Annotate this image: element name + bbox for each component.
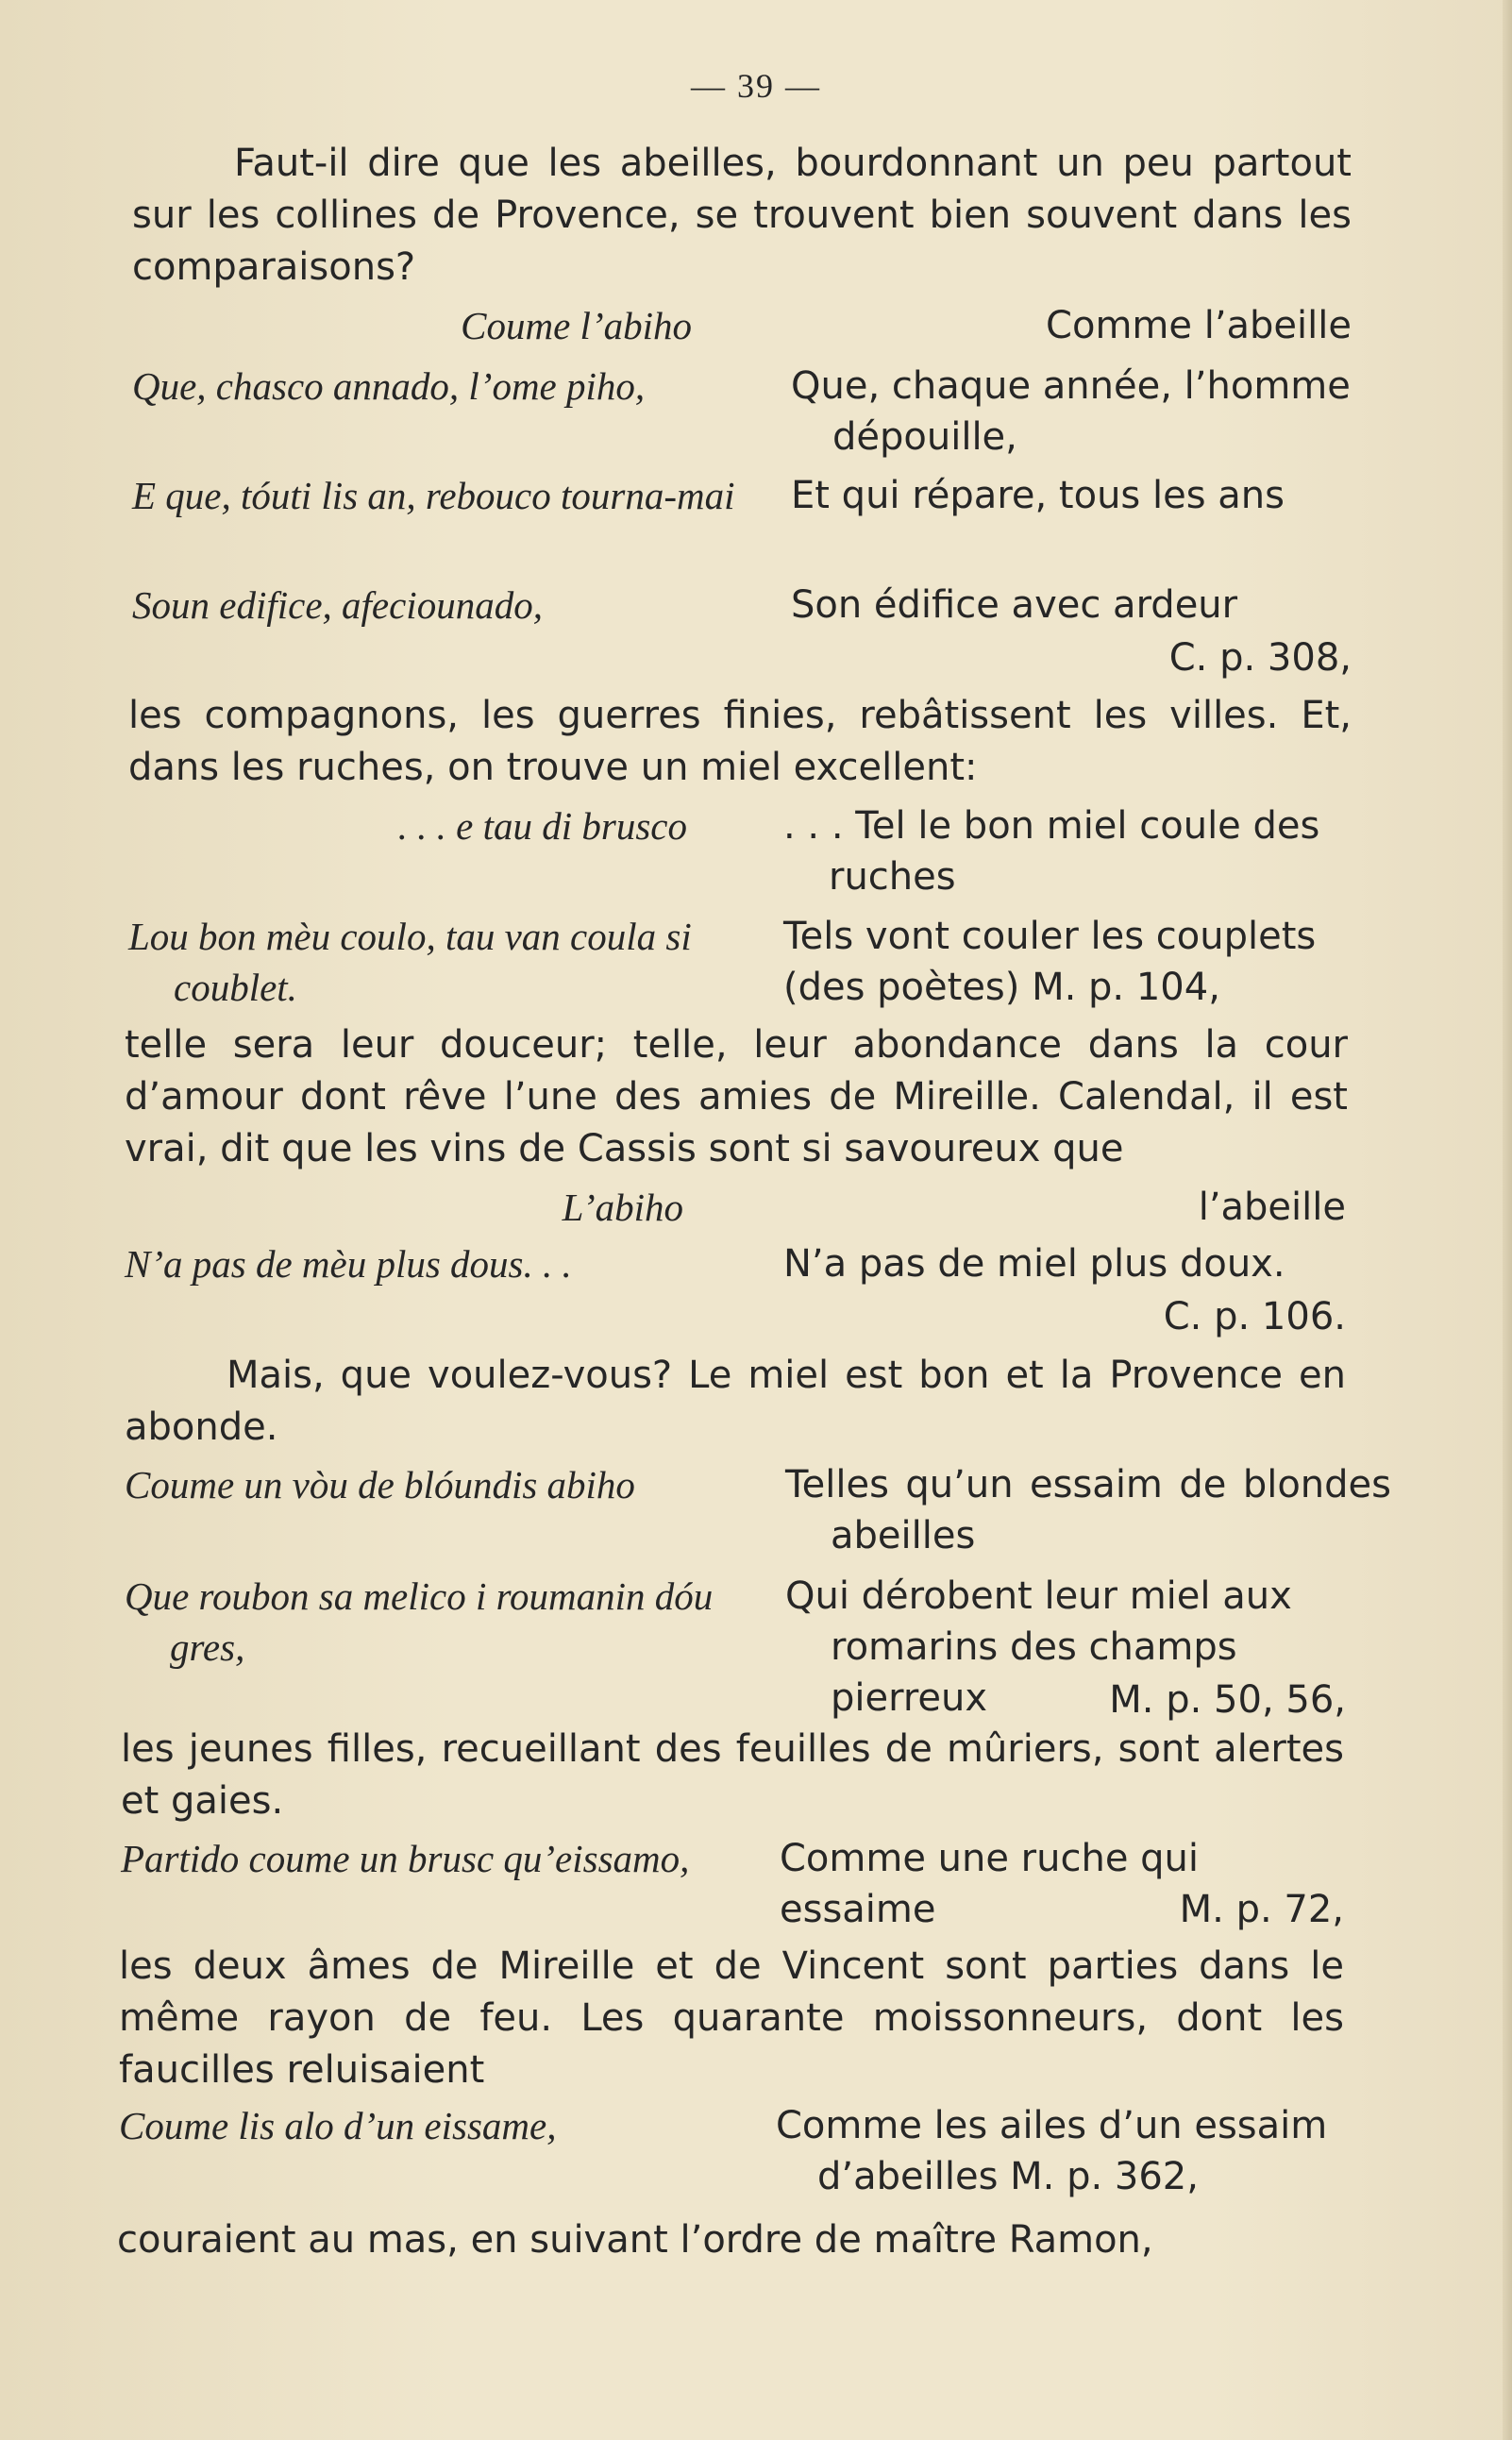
- citation: C. p. 106.: [1163, 1295, 1346, 1338]
- french-translation: Qui dérobent leur miel aux romarins des champs pierreux: [785, 1574, 1292, 1720]
- french-translation: N’a pas de miel plus doux.: [783, 1242, 1285, 1286]
- occitan-verse: E que, tóuti lis an, rebouco tourna-mai: [132, 474, 735, 517]
- french-translation: Et qui répare, tous les ans: [791, 474, 1285, 517]
- citation: M. p. 50, 56,: [1109, 1678, 1346, 1722]
- paragraph: couraient au mas, en suivant l’ordre de maître Ramon,: [117, 2218, 1153, 2262]
- paragraph: Faut-il dire que les abeilles, bourdonnant un peu partout sur les collines de Provence, se trouvent bien souvent dans les comparaisons?: [132, 142, 1352, 289]
- french-line-with-citation: [776, 2151, 1340, 2202]
- french-line: Comme les ailes d’un essaim: [776, 2104, 1328, 2147]
- occitan-verse: Lou bon mèu coulo, tau van coula si coublet.: [128, 915, 692, 1009]
- french-translation: [783, 911, 1348, 1013]
- occitan-verse: Coume lis alo d’un eissame,: [119, 2104, 557, 2147]
- french-line: d’abeilles: [817, 2155, 999, 2198]
- page-number: — 39 —: [691, 67, 821, 105]
- citation: M. p. 72,: [1179, 1888, 1344, 1931]
- french-translation: Telles qu’un essaim de blondes abeilles: [785, 1463, 1391, 1557]
- french-translation: . . . Tel le bon miel coule des ruches: [783, 804, 1320, 899]
- french-line: dépouille,: [832, 415, 1017, 459]
- occitan-verse: L’abiho: [562, 1186, 683, 1229]
- occitan-verse: Que, chasco annado, l’ome piho,: [132, 364, 646, 408]
- french-line-with-citation: [783, 962, 1348, 1013]
- occitan-verse: Coume l’abiho: [461, 304, 692, 347]
- french-line: Tels vont couler les couplets: [783, 915, 1317, 958]
- french-translation: Comme l’abeille: [1046, 304, 1352, 347]
- occitan-verse: Coume un vòu de blóundis abiho: [125, 1463, 635, 1506]
- citation: C. p. 308,: [1168, 636, 1352, 680]
- paragraph: telle sera leur douceur; telle, leur abondance dans la cour d’amour dont rêve l’une des amies de Mireille. Calendal, il est vrai, dit que les vins de Cassis sont si savoureux que: [125, 1023, 1348, 1170]
- occitan-verse: . . . e tau di brusco: [397, 804, 687, 848]
- occitan-verse: N’a pas de mèu plus dous. . .: [125, 1242, 572, 1286]
- french-translation: Son édifice avec ardeur: [791, 583, 1238, 627]
- occitan-verse: Soun edifice, afeciounado,: [132, 583, 543, 627]
- french-translation: l’abeille: [1198, 1186, 1346, 1229]
- page-edge: [1503, 0, 1512, 2440]
- paragraph: les compagnons, les guerres finies, rebâtissent les villes. Et, dans les ruches, on trouve un miel excellent:: [128, 694, 1352, 789]
- french-translation: [776, 2100, 1340, 2202]
- french-translation: [791, 361, 1357, 463]
- citation: M. p. 362,: [1010, 2155, 1199, 2198]
- french-line: Que, chaque année, l’homme: [791, 364, 1351, 408]
- paragraph: les deux âmes de Mireille et de Vincent sont parties dans le même rayon de feu. Les quarante moissonneurs, dont les faucilles reluisaient: [119, 1944, 1344, 2092]
- citation: M. p. 104,: [1032, 966, 1220, 1009]
- paragraph: Mais, que voulez-vous? Le miel est bon et la Provence en abonde.: [125, 1354, 1346, 1449]
- occitan-verse: Que roubon sa melico i roumanin dóu gres,: [125, 1574, 714, 1669]
- french-translation: Comme une ruche qui essaime: [780, 1837, 1200, 1931]
- paragraph: les jeunes filles, recueillant des feuilles de mûriers, sont alertes et gaies.: [121, 1727, 1344, 1823]
- occitan-verse: Partido coume un brusc qu’eissamo,: [121, 1837, 690, 1880]
- french-line: (des poètes): [783, 966, 1020, 1009]
